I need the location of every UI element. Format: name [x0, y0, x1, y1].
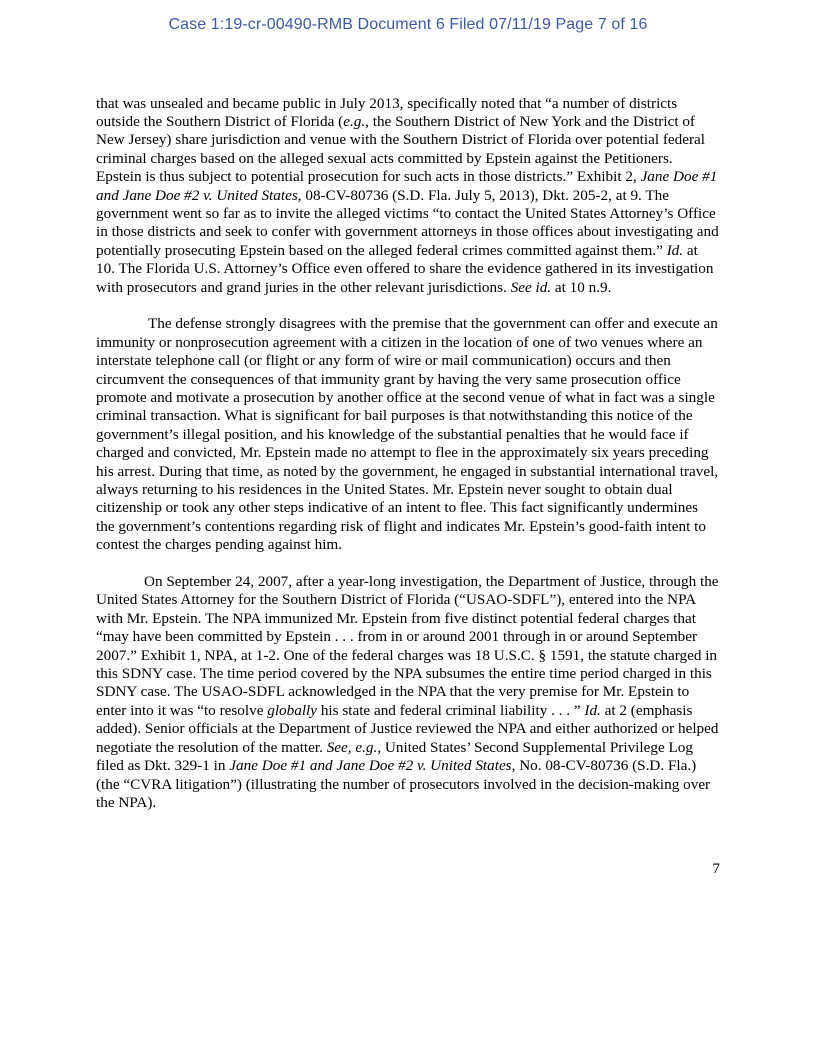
- italic-run: See id.: [510, 278, 552, 296]
- text-run: at 2 (emphasis added). Senior officials at the Department of Justice reviewed the NPA and either authorized or helped negotiate the resolution of the matter.: [96, 701, 719, 756]
- text-run: On September 24, 2007, after a year-long investigation, the Department of Justice, through the United States Attorney for the Southern District of Florida (“USAO-SDFL”), entered into the NPA with Mr. Epstein. The NPA immunized Mr. Epstein from five distinct potential federal charges that “may have been committed by Epstein . . . from in or around 2001 through in or around September 2007.” Exhibit 1, NPA, at 1-2. One of the federal charges was 18 U.S.C. § 1591, the statute charged in this SDNY case. The time period covered by the NPA subsumes the entire time period charged in this SDNY case. The USAO-SDFL acknowledged in the NPA that the very premise for Mr. Epstein to enter into it was “to resolve: [96, 573, 719, 719]
- case-citation: Jane Doe #1 and Jane Doe #2 v. United States: [229, 757, 512, 775]
- text-run: at 10. The Florida U.S. Attorney’s Office even offered to share the evidence gathered in its investigation with prosecutors and grand juries in the other relevant jurisdictions.: [96, 241, 714, 296]
- italic-run: Id.: [584, 701, 601, 719]
- paragraph-continued: [96, 95, 720, 297]
- page-of-total: Page 7 of 16: [555, 16, 648, 33]
- ecf-filing-header: [0, 16, 816, 34]
- text-run: his state and federal criminal liability . . . ”: [317, 701, 585, 719]
- italic-run: See, e.g.: [326, 738, 378, 756]
- italic-run: e.g.: [343, 112, 366, 130]
- paragraph-defense: The defense strongly disagrees with the premise that the government can offer and execute an immunity or nonprosecution agreement with a citizen in the location of one of two venues where an interstate telephone call (or flight or any form of wire or mail communication) occurs and then circumvent the consequences of that immunity grant by having the very same prosecution office promote and motivate a prosecution by another office at the second venue of what in fact was a single criminal transaction. What is significant for bail purposes is that notwithstanding this notice of the government’s illegal position, and his knowledge of the substantial penalties that he would face if charged and convicted, Mr. Epstein made no attempt to flee in the approximately six years preceding his arrest. During that time, as noted by the government, he engaged in substantial international travel, always returning to his residences in the United States. Mr. Epstein never sought to obtain dual citizenship or took any other steps indicative of an intent to flee. This fact significantly undermines the government’s contentions regarding risk of flight and indicates Mr. Epstein’s good-faith intent to contest the charges pending against him.: [96, 315, 719, 554]
- page-number: 7: [712, 860, 720, 877]
- filed-date: Filed 07/11/19: [449, 16, 551, 33]
- italic-run: Id.: [666, 241, 684, 259]
- case-citation: Jane Doe #1 and Jane Doe #2 v. United States: [96, 168, 718, 204]
- text-run: that was unsealed and became public in July 2013, specifically noted that “a number of districts outside the Southern District of Florida (: [96, 94, 678, 130]
- document-number: Document 6: [357, 16, 445, 33]
- document-body: [96, 95, 720, 831]
- text-run: , the Southern District of New York and the District of New Jersey) share jurisdiction and venue with the Southern District of Florida over potential federal criminal charges based on the alleged sexual acts committed by Epstein against the Petitioners. Epstein is thus subject to potential prosecution for such acts in those districts.” Exhibit 2,: [96, 112, 706, 186]
- paragraph-npa: [96, 573, 720, 812]
- text-run: , No. 08-CV-80736 (S.D. Fla.) (the “CVRA litigation”) (illustrating the number of prosecutors involved in the decision-making over the NPA).: [96, 757, 711, 811]
- text-run: at 10 n.9.: [551, 278, 612, 296]
- text-run: , 08-CV-80736 (S.D. Fla. July 5, 2013), Dkt. 205-2, at 9. The government went so far as to invite the alleged victims “to contact the United States Attorney’s Office in those districts and seek to confer with government attorneys in those offices about investigating and potentially prosecuting Epstein based on the alleged federal crimes committed against them.”: [96, 186, 719, 259]
- text-run: , United States’ Second Supplemental Privilege Log filed as Dkt. 329-1 in: [96, 738, 693, 775]
- italic-run: globally: [267, 701, 318, 719]
- case-number: Case 1:19-cr-00490-RMB: [168, 16, 353, 33]
